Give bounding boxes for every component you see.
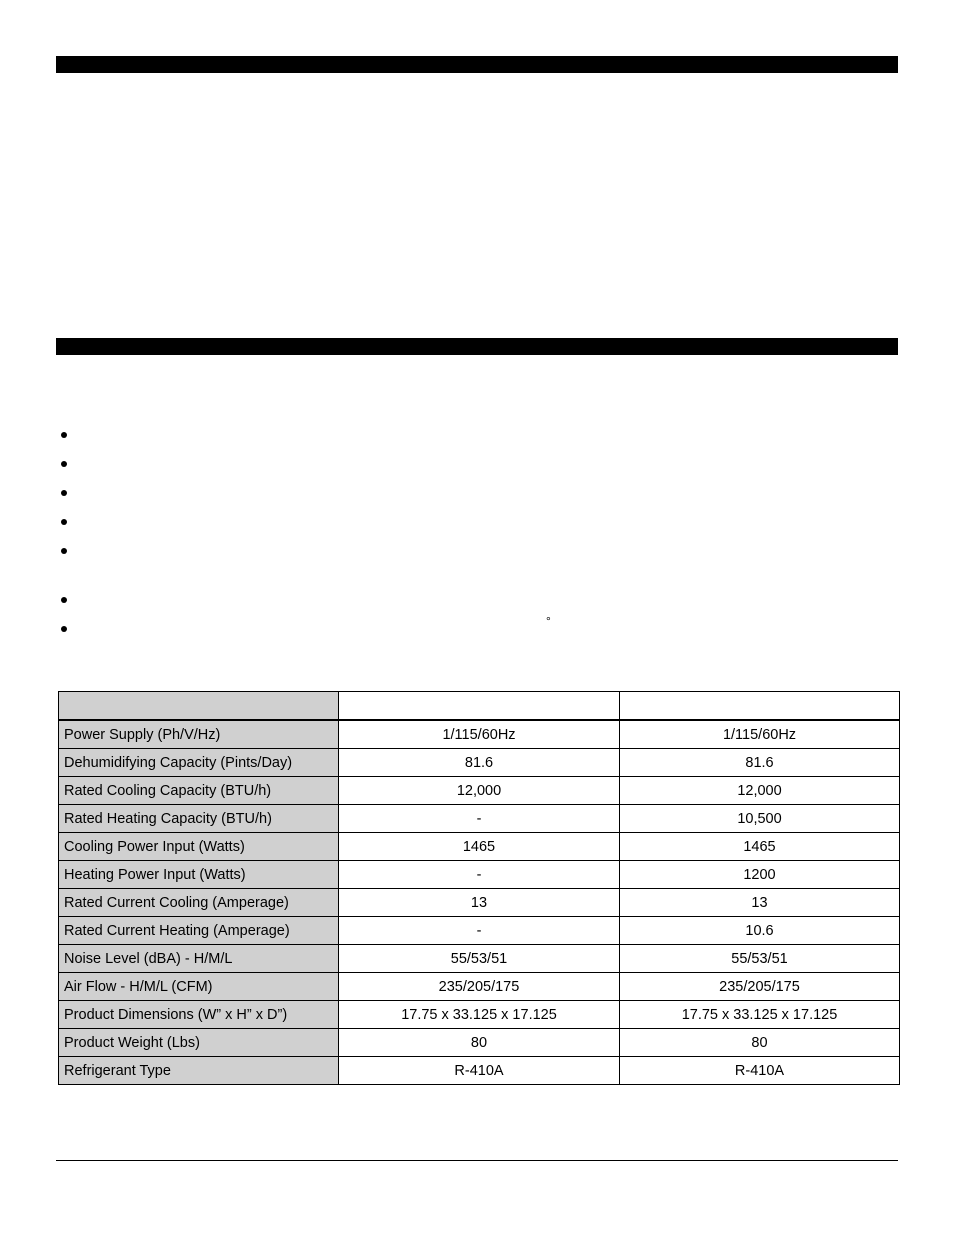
table-row bbox=[59, 720, 900, 749]
model-1-value-cell: - bbox=[339, 861, 620, 889]
list-bullet bbox=[56, 537, 68, 565]
model-2-value-cell: 17.75 x 33.125 x 17.125 bbox=[620, 1001, 900, 1029]
list-bullet bbox=[56, 421, 68, 449]
spec-label-cell: Refrigerant Type bbox=[59, 1057, 339, 1085]
model-2-value-cell: 10.6 bbox=[620, 917, 900, 945]
model-2-value-cell: 1200 bbox=[620, 861, 900, 889]
model-1-value-cell: 235/205/175 bbox=[339, 973, 620, 1001]
table-row bbox=[59, 861, 900, 889]
table-row bbox=[59, 889, 900, 917]
spec-label-cell: Dehumidifying Capacity (Pints/Day) bbox=[59, 749, 339, 777]
header-cell bbox=[59, 692, 339, 721]
model-1-value-cell: - bbox=[339, 917, 620, 945]
table-row bbox=[59, 777, 900, 805]
model-1-value-cell: 1/115/60Hz bbox=[339, 720, 620, 749]
model-1-value-cell: 55/53/51 bbox=[339, 945, 620, 973]
table-row bbox=[59, 749, 900, 777]
table-row bbox=[59, 1001, 900, 1029]
table-row bbox=[59, 917, 900, 945]
model-1-value-cell: 80 bbox=[339, 1029, 620, 1057]
model-2-value-cell: 10,500 bbox=[620, 805, 900, 833]
model-2-value-cell: 13 bbox=[620, 889, 900, 917]
header-cell bbox=[620, 692, 900, 721]
table-row bbox=[59, 1029, 900, 1057]
list-bullet bbox=[56, 508, 68, 536]
table-row bbox=[59, 805, 900, 833]
model-1-value-cell: R-410A bbox=[339, 1057, 620, 1085]
model-1-value-cell: - bbox=[339, 805, 620, 833]
model-1-value-cell: 1465 bbox=[339, 833, 620, 861]
model-2-value-cell: 81.6 bbox=[620, 749, 900, 777]
model-2-value-cell: 80 bbox=[620, 1029, 900, 1057]
spec-label-cell: Product Weight (Lbs) bbox=[59, 1029, 339, 1057]
spec-label-cell: Rated Current Cooling (Amperage) bbox=[59, 889, 339, 917]
table-header-row bbox=[59, 692, 900, 721]
spec-label-cell: Heating Power Input (Watts) bbox=[59, 861, 339, 889]
model-1-value-cell: 81.6 bbox=[339, 749, 620, 777]
model-2-value-cell: 1/115/60Hz bbox=[620, 720, 900, 749]
table-row bbox=[59, 833, 900, 861]
model-2-value-cell: R-410A bbox=[620, 1057, 900, 1085]
section-header-bar bbox=[56, 56, 898, 73]
list-bullet bbox=[56, 450, 68, 478]
degree-symbol: ° bbox=[546, 614, 551, 628]
spec-label-cell: Rated Current Heating (Amperage) bbox=[59, 917, 339, 945]
model-1-value-cell: 12,000 bbox=[339, 777, 620, 805]
model-2-value-cell: 235/205/175 bbox=[620, 973, 900, 1001]
list-bullet bbox=[56, 479, 68, 507]
header-cell bbox=[339, 692, 620, 721]
table-row bbox=[59, 973, 900, 1001]
spec-label-cell: Noise Level (dBA) - H/M/L bbox=[59, 945, 339, 973]
spec-label-cell: Product Dimensions (W” x H” x D”) bbox=[59, 1001, 339, 1029]
list-bullet bbox=[56, 615, 68, 643]
spec-label-cell: Power Supply (Ph/V/Hz) bbox=[59, 720, 339, 749]
spec-label-cell: Cooling Power Input (Watts) bbox=[59, 833, 339, 861]
table-row bbox=[59, 1057, 900, 1085]
footer-divider bbox=[56, 1160, 898, 1161]
model-1-value-cell: 17.75 x 33.125 x 17.125 bbox=[339, 1001, 620, 1029]
model-2-value-cell: 1465 bbox=[620, 833, 900, 861]
model-2-value-cell: 12,000 bbox=[620, 777, 900, 805]
specifications-table bbox=[58, 691, 900, 1085]
spec-label-cell: Rated Cooling Capacity (BTU/h) bbox=[59, 777, 339, 805]
section-header-bar bbox=[56, 338, 898, 355]
list-bullet bbox=[56, 586, 68, 614]
spec-label-cell: Air Flow - H/M/L (CFM) bbox=[59, 973, 339, 1001]
spec-label-cell: Rated Heating Capacity (BTU/h) bbox=[59, 805, 339, 833]
model-2-value-cell: 55/53/51 bbox=[620, 945, 900, 973]
model-1-value-cell: 13 bbox=[339, 889, 620, 917]
table-row bbox=[59, 945, 900, 973]
